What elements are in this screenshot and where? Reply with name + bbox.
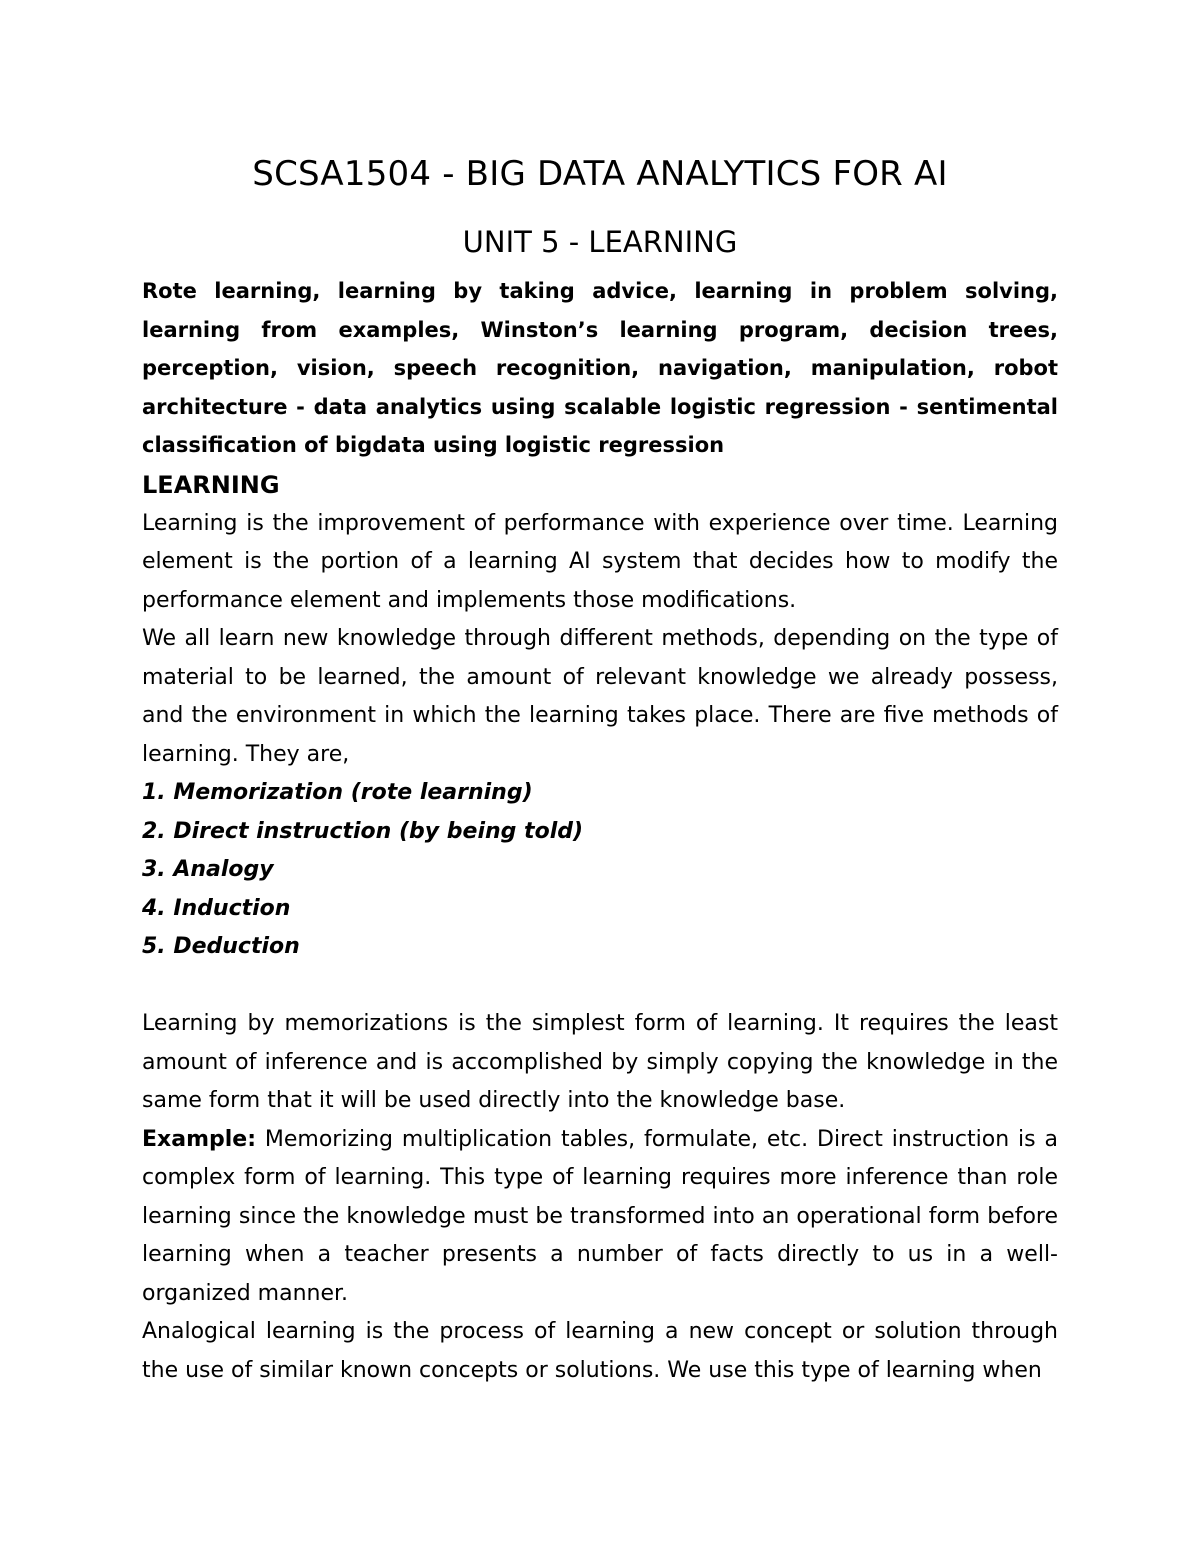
list-item: 4. Induction — [142, 895, 291, 921]
example-label: Example: — [142, 1126, 256, 1152]
section-heading: LEARNING — [142, 470, 280, 499]
document-title: SCSA1504 - BIG DATA ANALYTICS FOR AI — [252, 154, 948, 194]
list-item: 2. Direct instruction (by being told) — [142, 818, 584, 844]
document-page — [142, 150, 1058, 1390]
list-item: 3. Analogy — [142, 857, 274, 882]
paragraph-definition: Learning is the improvement of performance with experience over time. Learning element is the portion of a learning AI system that decides how to modify the performance element and implements those modifications. — [142, 510, 1058, 613]
paragraph-example — [142, 1121, 1058, 1314]
example-text: Memorizing multiplication tables, formulate, etc. Direct instruction is a complex form of learning. This type of learning requires more inference than role learning since the knowledge must be transformed into an operational form before learning when a teacher presents a number of facts directly to us in a well-organized manner. — [142, 1126, 1058, 1306]
paragraph-memorization: Learning by memorizations is the simplest form of learning. It requires the least amount of inference and is accomplished by simply copying the knowledge in the same form that it will be used directly into the knowledge base. — [142, 1011, 1058, 1113]
methods-list — [142, 774, 1058, 967]
paragraph-analogical: Analogical learning is the process of learning a new concept or solution through the use of similar known concepts or solutions. We use this type of learning when — [142, 1319, 1058, 1383]
unit-topics: Rote learning, learning by taking advice, learning in problem solving, learning from examples, Winston’s learning program, decision trees, perception, vision, speech recognition, navigation, manipulation, robot architecture - data analytics using scalable logistic regression - sentimental classification of bigdata using logistic regression — [142, 279, 1058, 457]
unit-title: UNIT 5 - LEARNING — [462, 225, 738, 259]
list-item: 1. Memorization (rote learning) — [142, 780, 533, 805]
paragraph-methods-intro: We all learn new knowledge through different methods, depending on the type of material to be learned, the amount of relevant knowledge we already possess, and the environment in which the learning takes place. There are five methods of learning. They are, — [142, 626, 1058, 767]
blank-line — [142, 967, 1058, 1006]
list-item: 5. Deduction — [142, 934, 300, 959]
